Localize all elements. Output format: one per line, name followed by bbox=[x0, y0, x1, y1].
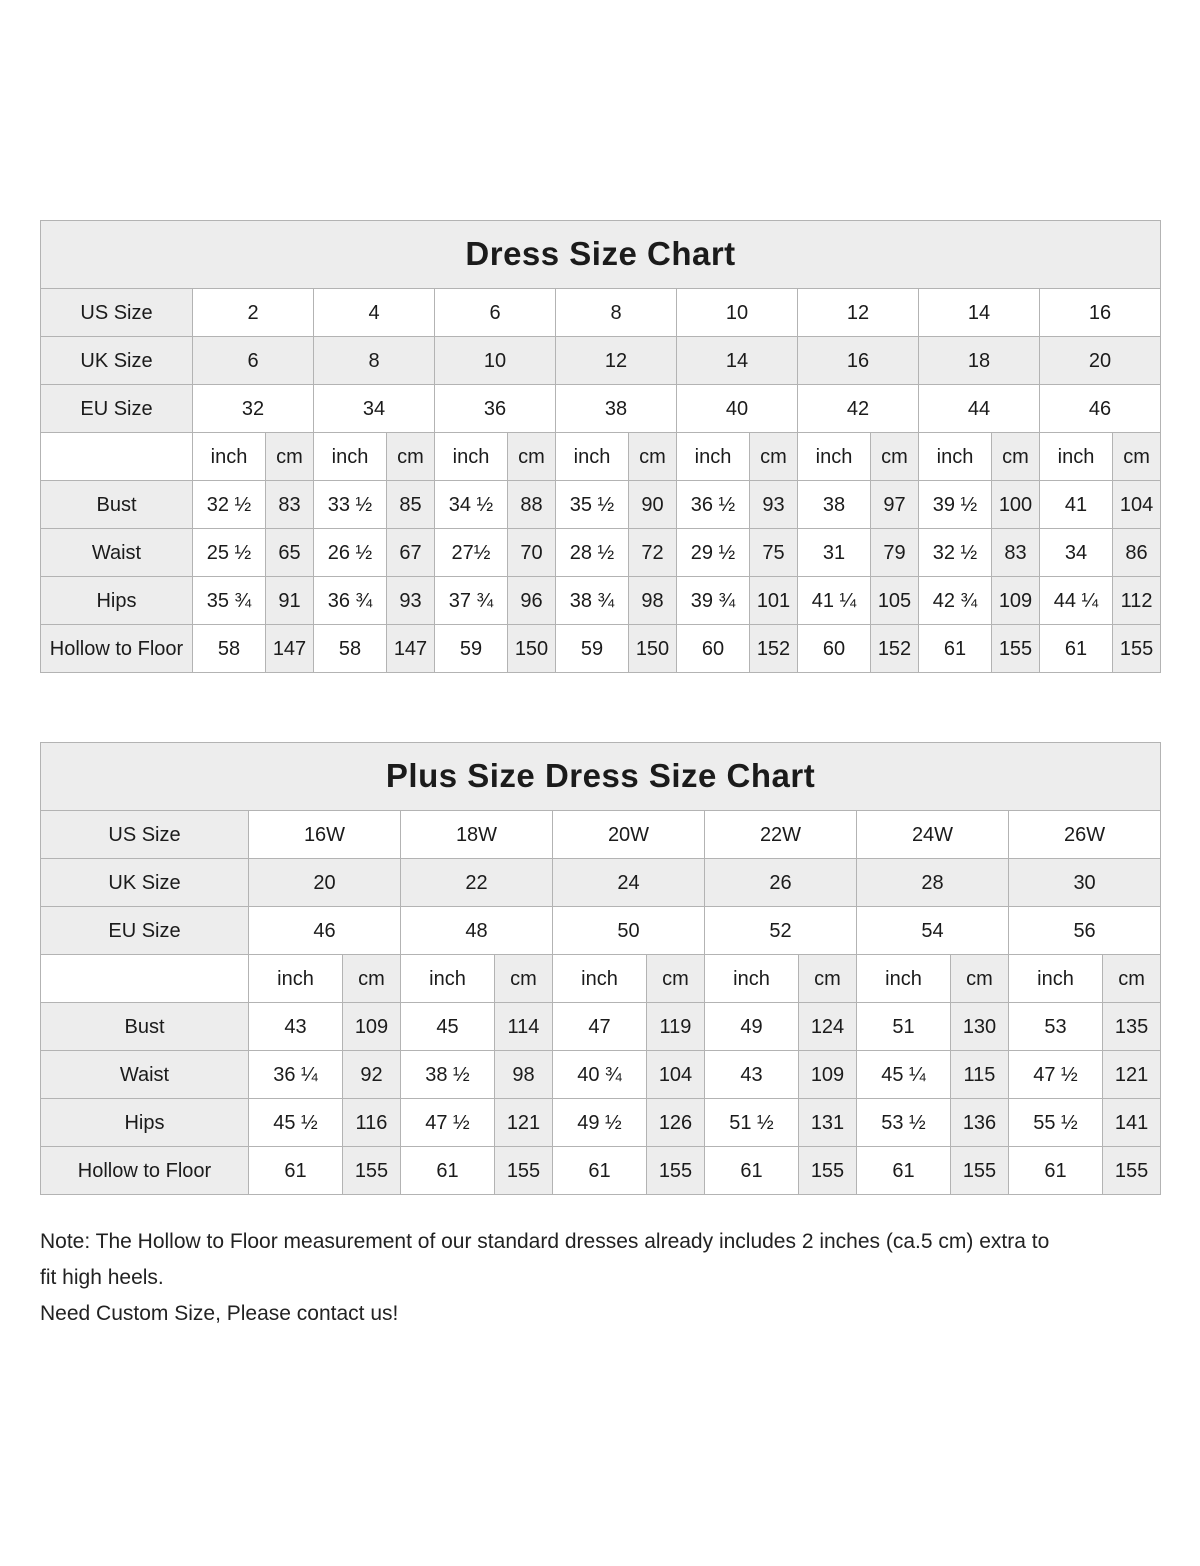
measure-cm-cell: 85 bbox=[387, 481, 435, 529]
measure-cm-cell: 65 bbox=[266, 529, 314, 577]
row-label: Hollow to Floor bbox=[41, 625, 193, 673]
size-cell: 24 bbox=[553, 859, 705, 907]
measure-inch-cell: 38 ½ bbox=[401, 1051, 495, 1099]
unit-cm-cell: cm bbox=[343, 955, 401, 1003]
size-cell: 22W bbox=[705, 811, 857, 859]
size-cell: 46 bbox=[1040, 385, 1161, 433]
measure-cm-cell: 121 bbox=[1103, 1051, 1161, 1099]
measure-inch-cell: 58 bbox=[193, 625, 266, 673]
size-cell: 20 bbox=[1040, 337, 1161, 385]
size-cell: 34 bbox=[314, 385, 435, 433]
size-cell: 14 bbox=[919, 289, 1040, 337]
measure-cm-cell: 93 bbox=[387, 577, 435, 625]
size-cell: 12 bbox=[556, 337, 677, 385]
measure-inch-cell: 28 ½ bbox=[556, 529, 629, 577]
measure-inch-cell: 39 ¾ bbox=[677, 577, 750, 625]
unit-cm-cell: cm bbox=[1103, 955, 1161, 1003]
size-cell: 8 bbox=[556, 289, 677, 337]
size-cell: 22 bbox=[401, 859, 553, 907]
measure-cm-cell: 104 bbox=[1113, 481, 1161, 529]
measure-inch-cell: 51 bbox=[857, 1003, 951, 1051]
measure-inch-cell: 49 ½ bbox=[553, 1099, 647, 1147]
measure-cm-cell: 96 bbox=[508, 577, 556, 625]
unit-cm-cell: cm bbox=[629, 433, 677, 481]
measure-inch-cell: 35 ½ bbox=[556, 481, 629, 529]
measure-inch-cell: 43 bbox=[249, 1003, 343, 1051]
size-cell: 32 bbox=[193, 385, 314, 433]
size-cell: 10 bbox=[435, 337, 556, 385]
measure-inch-cell: 31 bbox=[798, 529, 871, 577]
measure-cm-cell: 90 bbox=[629, 481, 677, 529]
size-cell: 40 bbox=[677, 385, 798, 433]
unit-cm-cell: cm bbox=[750, 433, 798, 481]
standard-size-chart-table bbox=[40, 220, 1161, 673]
size-cell: 10 bbox=[677, 289, 798, 337]
measure-inch-cell: 61 bbox=[1009, 1147, 1103, 1195]
size-cell: 38 bbox=[556, 385, 677, 433]
chart-title: Dress Size Chart bbox=[41, 221, 1161, 289]
measure-inch-cell: 29 ½ bbox=[677, 529, 750, 577]
measure-cm-cell: 136 bbox=[951, 1099, 1009, 1147]
measure-inch-cell: 53 bbox=[1009, 1003, 1103, 1051]
custom-size-text: Need Custom Size, Please contact us! bbox=[40, 1302, 399, 1325]
size-cell: 14 bbox=[677, 337, 798, 385]
unit-inch-cell: inch bbox=[401, 955, 495, 1003]
size-cell: 52 bbox=[705, 907, 857, 955]
row-label: Bust bbox=[41, 481, 193, 529]
unit-cm-cell: cm bbox=[266, 433, 314, 481]
measure-inch-cell: 47 bbox=[553, 1003, 647, 1051]
unit-inch-cell: inch bbox=[314, 433, 387, 481]
measure-cm-cell: 100 bbox=[992, 481, 1040, 529]
measure-inch-cell: 61 bbox=[705, 1147, 799, 1195]
row-label: US Size bbox=[41, 811, 249, 859]
measure-inch-cell: 61 bbox=[249, 1147, 343, 1195]
unit-cm-cell: cm bbox=[508, 433, 556, 481]
measure-inch-cell: 25 ½ bbox=[193, 529, 266, 577]
unit-cm-cell: cm bbox=[647, 955, 705, 1003]
unit-cm-cell: cm bbox=[799, 955, 857, 1003]
unit-inch-cell: inch bbox=[705, 955, 799, 1003]
measure-cm-cell: 147 bbox=[266, 625, 314, 673]
measure-cm-cell: 72 bbox=[629, 529, 677, 577]
size-cell: 56 bbox=[1009, 907, 1161, 955]
size-cell: 8 bbox=[314, 337, 435, 385]
row-label: US Size bbox=[41, 289, 193, 337]
unit-inch-cell: inch bbox=[556, 433, 629, 481]
measure-cm-cell: 105 bbox=[871, 577, 919, 625]
measure-inch-cell: 45 bbox=[401, 1003, 495, 1051]
unit-inch-cell: inch bbox=[677, 433, 750, 481]
measure-cm-cell: 150 bbox=[508, 625, 556, 673]
unit-cm-cell: cm bbox=[495, 955, 553, 1003]
measure-cm-cell: 104 bbox=[647, 1051, 705, 1099]
measure-cm-cell: 101 bbox=[750, 577, 798, 625]
unit-inch-cell: inch bbox=[1009, 955, 1103, 1003]
row-label: EU Size bbox=[41, 907, 249, 955]
measure-cm-cell: 155 bbox=[951, 1147, 1009, 1195]
measure-cm-cell: 155 bbox=[1113, 625, 1161, 673]
measure-cm-cell: 114 bbox=[495, 1003, 553, 1051]
measure-inch-cell: 42 ¾ bbox=[919, 577, 992, 625]
size-cell: 26W bbox=[1009, 811, 1161, 859]
row-label: Hollow to Floor bbox=[41, 1147, 249, 1195]
measure-cm-cell: 112 bbox=[1113, 577, 1161, 625]
measure-cm-cell: 70 bbox=[508, 529, 556, 577]
measure-inch-cell: 39 ½ bbox=[919, 481, 992, 529]
measure-inch-cell: 61 bbox=[857, 1147, 951, 1195]
measure-cm-cell: 155 bbox=[343, 1147, 401, 1195]
note-text-line-1: Note: The Hollow to Floor measurement of our standard dresses already includes 2 inches (ca.5 cm) extra to bbox=[40, 1230, 1050, 1253]
measure-cm-cell: 152 bbox=[871, 625, 919, 673]
measure-inch-cell: 60 bbox=[798, 625, 871, 673]
size-cell: 50 bbox=[553, 907, 705, 955]
size-cell: 20W bbox=[553, 811, 705, 859]
unit-cm-cell: cm bbox=[1113, 433, 1161, 481]
measure-inch-cell: 38 ¾ bbox=[556, 577, 629, 625]
row-label: UK Size bbox=[41, 337, 193, 385]
measure-cm-cell: 141 bbox=[1103, 1099, 1161, 1147]
measure-cm-cell: 83 bbox=[992, 529, 1040, 577]
measure-inch-cell: 40 ¾ bbox=[553, 1051, 647, 1099]
measure-inch-cell: 47 ½ bbox=[1009, 1051, 1103, 1099]
size-cell: 54 bbox=[857, 907, 1009, 955]
measure-cm-cell: 147 bbox=[387, 625, 435, 673]
measure-inch-cell: 33 ½ bbox=[314, 481, 387, 529]
unit-inch-cell: inch bbox=[435, 433, 508, 481]
measure-inch-cell: 36 ¾ bbox=[314, 577, 387, 625]
measure-inch-cell: 60 bbox=[677, 625, 750, 673]
measure-cm-cell: 126 bbox=[647, 1099, 705, 1147]
size-cell: 30 bbox=[1009, 859, 1161, 907]
measure-inch-cell: 45 ¼ bbox=[857, 1051, 951, 1099]
unit-inch-cell: inch bbox=[798, 433, 871, 481]
measure-inch-cell: 36 ¼ bbox=[249, 1051, 343, 1099]
row-label: UK Size bbox=[41, 859, 249, 907]
measure-cm-cell: 121 bbox=[495, 1099, 553, 1147]
measure-cm-cell: 155 bbox=[992, 625, 1040, 673]
measure-inch-cell: 26 ½ bbox=[314, 529, 387, 577]
unit-inch-cell: inch bbox=[249, 955, 343, 1003]
measure-cm-cell: 75 bbox=[750, 529, 798, 577]
measure-inch-cell: 37 ¾ bbox=[435, 577, 508, 625]
measure-cm-cell: 124 bbox=[799, 1003, 857, 1051]
size-cell: 18 bbox=[919, 337, 1040, 385]
measure-cm-cell: 98 bbox=[629, 577, 677, 625]
size-cell: 36 bbox=[435, 385, 556, 433]
measure-cm-cell: 115 bbox=[951, 1051, 1009, 1099]
unit-inch-cell: inch bbox=[919, 433, 992, 481]
measure-cm-cell: 91 bbox=[266, 577, 314, 625]
size-cell: 26 bbox=[705, 859, 857, 907]
measure-inch-cell: 61 bbox=[1040, 625, 1113, 673]
measure-cm-cell: 109 bbox=[799, 1051, 857, 1099]
size-cell: 6 bbox=[193, 337, 314, 385]
measure-inch-cell: 59 bbox=[435, 625, 508, 673]
unit-cm-cell: cm bbox=[871, 433, 919, 481]
measure-inch-cell: 58 bbox=[314, 625, 387, 673]
unit-inch-cell: inch bbox=[553, 955, 647, 1003]
size-cell: 16 bbox=[798, 337, 919, 385]
measure-inch-cell: 45 ½ bbox=[249, 1099, 343, 1147]
measure-inch-cell: 59 bbox=[556, 625, 629, 673]
unit-inch-cell: inch bbox=[193, 433, 266, 481]
size-cell: 24W bbox=[857, 811, 1009, 859]
size-cell: 20 bbox=[249, 859, 401, 907]
unit-inch-cell: inch bbox=[857, 955, 951, 1003]
size-cell: 6 bbox=[435, 289, 556, 337]
measure-cm-cell: 88 bbox=[508, 481, 556, 529]
measure-cm-cell: 98 bbox=[495, 1051, 553, 1099]
measure-cm-cell: 155 bbox=[799, 1147, 857, 1195]
measure-inch-cell: 38 bbox=[798, 481, 871, 529]
measure-cm-cell: 79 bbox=[871, 529, 919, 577]
measure-cm-cell: 155 bbox=[1103, 1147, 1161, 1195]
size-cell: 46 bbox=[249, 907, 401, 955]
unit-row-label-cell bbox=[41, 433, 193, 481]
measure-inch-cell: 61 bbox=[553, 1147, 647, 1195]
size-cell: 28 bbox=[857, 859, 1009, 907]
size-cell: 16W bbox=[249, 811, 401, 859]
size-cell: 48 bbox=[401, 907, 553, 955]
measure-inch-cell: 32 ½ bbox=[193, 481, 266, 529]
unit-cm-cell: cm bbox=[387, 433, 435, 481]
measure-inch-cell: 41 ¼ bbox=[798, 577, 871, 625]
measure-inch-cell: 61 bbox=[919, 625, 992, 673]
measure-cm-cell: 92 bbox=[343, 1051, 401, 1099]
row-label: Hips bbox=[41, 1099, 249, 1147]
measure-inch-cell: 32 ½ bbox=[919, 529, 992, 577]
notes-section bbox=[40, 1224, 1160, 1332]
measure-cm-cell: 152 bbox=[750, 625, 798, 673]
measure-cm-cell: 155 bbox=[647, 1147, 705, 1195]
measure-inch-cell: 53 ½ bbox=[857, 1099, 951, 1147]
measure-cm-cell: 67 bbox=[387, 529, 435, 577]
measure-cm-cell: 130 bbox=[951, 1003, 1009, 1051]
measure-inch-cell: 27½ bbox=[435, 529, 508, 577]
row-label: Waist bbox=[41, 1051, 249, 1099]
size-cell: 2 bbox=[193, 289, 314, 337]
note-text-line-2: fit high heels. bbox=[40, 1266, 164, 1289]
size-cell: 18W bbox=[401, 811, 553, 859]
measure-cm-cell: 109 bbox=[992, 577, 1040, 625]
measure-cm-cell: 83 bbox=[266, 481, 314, 529]
size-cell: 42 bbox=[798, 385, 919, 433]
measure-inch-cell: 41 bbox=[1040, 481, 1113, 529]
row-label: Hips bbox=[41, 577, 193, 625]
unit-inch-cell: inch bbox=[1040, 433, 1113, 481]
unit-row-label-cell bbox=[41, 955, 249, 1003]
chart-title: Plus Size Dress Size Chart bbox=[41, 743, 1161, 811]
measure-inch-cell: 36 ½ bbox=[677, 481, 750, 529]
row-label: EU Size bbox=[41, 385, 193, 433]
measure-inch-cell: 35 ¾ bbox=[193, 577, 266, 625]
measure-inch-cell: 49 bbox=[705, 1003, 799, 1051]
unit-cm-cell: cm bbox=[992, 433, 1040, 481]
measure-inch-cell: 55 ½ bbox=[1009, 1099, 1103, 1147]
measure-cm-cell: 116 bbox=[343, 1099, 401, 1147]
measure-inch-cell: 51 ½ bbox=[705, 1099, 799, 1147]
measure-inch-cell: 61 bbox=[401, 1147, 495, 1195]
plus-size-chart-table bbox=[40, 742, 1161, 1195]
row-label: Bust bbox=[41, 1003, 249, 1051]
size-cell: 4 bbox=[314, 289, 435, 337]
size-cell: 12 bbox=[798, 289, 919, 337]
measure-inch-cell: 34 ½ bbox=[435, 481, 508, 529]
measure-cm-cell: 86 bbox=[1113, 529, 1161, 577]
size-cell: 16 bbox=[1040, 289, 1161, 337]
measure-cm-cell: 93 bbox=[750, 481, 798, 529]
measure-cm-cell: 150 bbox=[629, 625, 677, 673]
measure-cm-cell: 135 bbox=[1103, 1003, 1161, 1051]
measure-cm-cell: 131 bbox=[799, 1099, 857, 1147]
measure-inch-cell: 43 bbox=[705, 1051, 799, 1099]
measure-cm-cell: 155 bbox=[495, 1147, 553, 1195]
size-cell: 44 bbox=[919, 385, 1040, 433]
measure-cm-cell: 119 bbox=[647, 1003, 705, 1051]
measure-inch-cell: 47 ½ bbox=[401, 1099, 495, 1147]
measure-cm-cell: 109 bbox=[343, 1003, 401, 1051]
measure-inch-cell: 44 ¼ bbox=[1040, 577, 1113, 625]
measure-inch-cell: 34 bbox=[1040, 529, 1113, 577]
row-label: Waist bbox=[41, 529, 193, 577]
unit-cm-cell: cm bbox=[951, 955, 1009, 1003]
measure-cm-cell: 97 bbox=[871, 481, 919, 529]
